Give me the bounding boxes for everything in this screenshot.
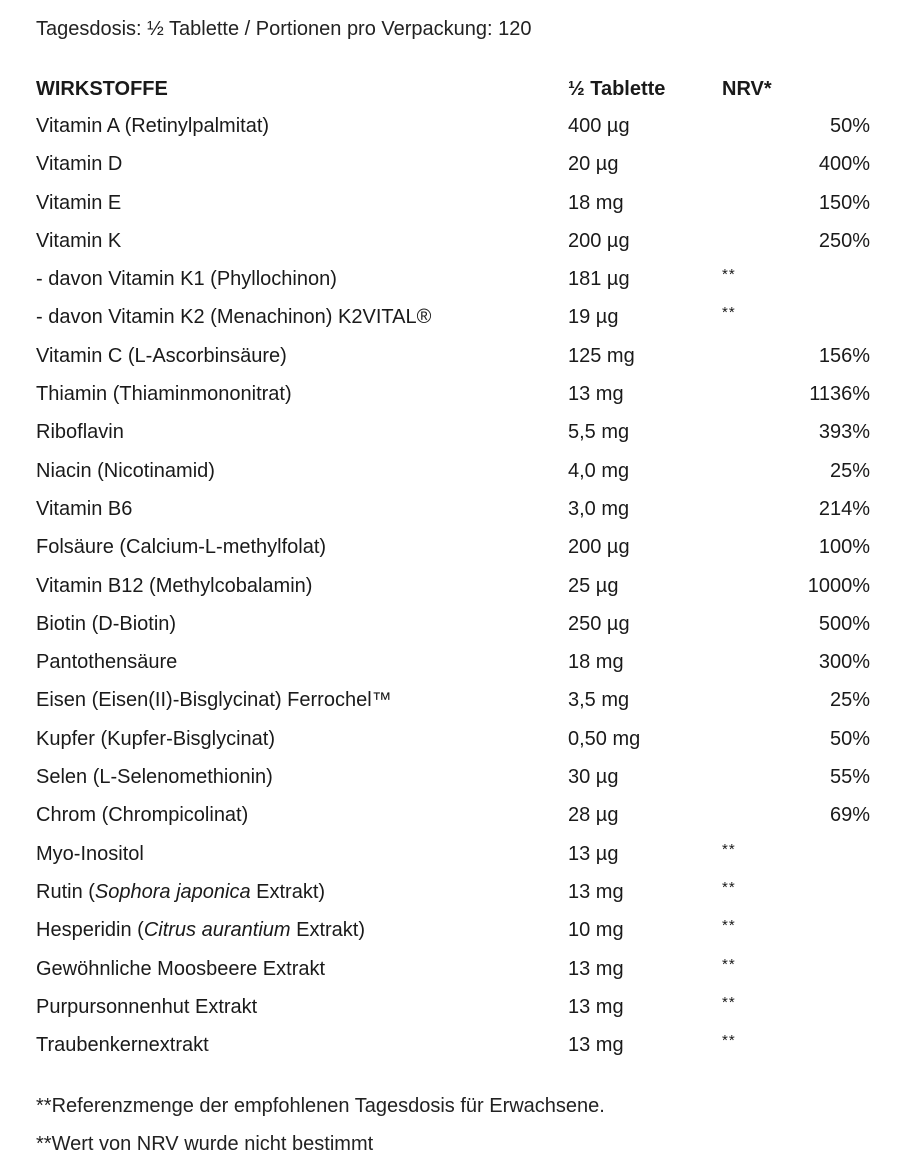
nrv-not-determined-marker: **: [722, 955, 736, 973]
ingredient-amount: 10 mg: [568, 919, 624, 942]
ingredient-amount: 5,5 mg: [568, 421, 630, 444]
ingredient-name: Vitamin B12 (Methylcobalamin): [36, 574, 313, 597]
ingredient-amount: 400 µg: [568, 115, 630, 137]
ingredient-latin-name: Sophora japonica: [94, 880, 251, 903]
ingredient-amount: 13 mg: [568, 1034, 624, 1057]
nrv-not-determined-marker: **: [722, 917, 736, 935]
ingredient-amount: 3,0 mg: [568, 497, 630, 520]
table-row: [36, 988, 870, 1026]
table-row: [36, 260, 870, 298]
ingredient-name: Vitamin A (Retinylpalmitat): [36, 115, 270, 137]
ingredient-nrv: 300%: [818, 651, 870, 674]
ingredient-latin-name: Citrus aurantium: [143, 919, 291, 942]
footnote-reference: **Referenzmenge der empfohlenen Tagesdosis für Erwachsene.: [36, 1095, 605, 1117]
table-row: [36, 681, 870, 719]
table-row: [36, 835, 870, 873]
ingredient-name: Kupfer (Kupfer-Bisglycinat): [36, 727, 275, 750]
ingredient-amount: 18 mg: [568, 191, 624, 214]
ingredient-name: Gewöhnliche Moosbeere Extrakt: [36, 957, 326, 980]
header-nrv: NRV*: [722, 78, 772, 100]
table-row: [36, 337, 870, 375]
ingredient-name: Niacin (Nicotinamid): [36, 459, 215, 482]
nrv-not-determined-marker: **: [722, 1032, 736, 1050]
ingredient-name: Vitamin B6: [36, 497, 133, 520]
ingredient-nrv: 55%: [829, 766, 870, 789]
nrv-not-determined-marker: **: [722, 840, 736, 858]
ingredient-nrv: 250%: [818, 229, 870, 252]
dosage-info: Tagesdosis: ½ Tablette / Portionen pro Verpackung: 120: [36, 18, 532, 40]
ingredient-amount: 30 µg: [568, 766, 619, 789]
ingredient-amount: 200 µg: [568, 229, 630, 252]
ingredient-name: Vitamin K: [36, 229, 122, 252]
ingredient-name: Thiamin (Thiaminmononitrat): [36, 383, 292, 406]
ingredient-name-part: Extrakt): [250, 880, 326, 903]
ingredients-table: [36, 71, 870, 1064]
ingredient-amount: 13 mg: [568, 383, 624, 406]
ingredient-nrv: 25%: [829, 459, 870, 482]
ingredient-amount: 25 µg: [568, 574, 619, 597]
ingredient-name: Selen (L-Selenomethionin): [36, 766, 273, 789]
ingredient-amount: 28 µg: [568, 804, 619, 827]
ingredient-name-part: Extrakt): [290, 919, 365, 942]
ingredient-name: Vitamin E: [36, 191, 122, 214]
table-row: [36, 950, 870, 988]
ingredient-nrv: 400%: [818, 153, 870, 176]
ingredient-name: [36, 911, 365, 949]
table-header: [36, 71, 870, 107]
ingredient-name: Vitamin C (L-Ascorbinsäure): [36, 344, 287, 367]
table-body: [36, 107, 870, 1064]
footnotes: [36, 1087, 605, 1163]
ingredient-nrv: 214%: [818, 497, 870, 520]
nrv-not-determined-marker: **: [722, 993, 736, 1011]
table-row: [36, 298, 870, 336]
nrv-not-determined-marker: **: [722, 304, 736, 322]
ingredient-nrv: 150%: [818, 191, 870, 214]
ingredient-name: Purpursonnenhut Extrakt: [36, 995, 258, 1018]
ingredient-nrv: 1000%: [807, 574, 870, 597]
ingredient-nrv: 69%: [829, 804, 870, 827]
ingredient-name: Pantothensäure: [36, 651, 178, 674]
table-row: [36, 145, 870, 183]
ingredient-name-part: Hesperidin (: [36, 919, 144, 942]
ingredient-amount: 4,0 mg: [568, 459, 630, 482]
table-row: [36, 643, 870, 681]
ingredient-amount: 19 µg: [568, 306, 619, 329]
ingredient-nrv: 156%: [818, 344, 870, 367]
ingredient-amount: 125 mg: [568, 344, 635, 367]
ingredient-amount: 0,50 mg: [568, 727, 641, 750]
table-row: [36, 222, 870, 260]
ingredient-amount: 3,5 mg: [568, 689, 630, 712]
table-row: [36, 490, 870, 528]
ingredient-name: Riboflavin: [36, 421, 124, 444]
ingredient-name: - davon Vitamin K2 (Menachinon) K2VITAL®: [36, 306, 432, 329]
ingredient-nrv: 1136%: [809, 383, 870, 406]
table-row: [36, 1026, 870, 1064]
ingredient-name-part: Rutin (: [36, 880, 95, 903]
ingredient-name: - davon Vitamin K1 (Phyllochinon): [36, 268, 337, 291]
ingredient-amount: 250 µg: [568, 612, 630, 635]
ingredient-amount: 13 mg: [568, 957, 624, 980]
table-row: [36, 107, 870, 145]
ingredient-name: Myo-Inositol: [36, 842, 144, 865]
table-row: [36, 184, 870, 222]
ingredient-amount: 13 µg: [568, 842, 619, 865]
ingredient-name: Biotin (D-Biotin): [36, 612, 177, 635]
ingredient-amount: 181 µg: [568, 268, 630, 291]
ingredient-amount: 200 µg: [568, 536, 630, 559]
ingredient-name: Chrom (Chrompicolinat): [36, 804, 249, 827]
table-row: [36, 413, 870, 451]
ingredient-amount: 13 mg: [568, 880, 624, 903]
ingredient-amount: 18 mg: [568, 651, 624, 674]
table-row: [36, 873, 870, 911]
table-row: [36, 911, 870, 949]
nrv-not-determined-marker: **: [722, 266, 736, 284]
table-row: [36, 605, 870, 643]
table-row: [36, 528, 870, 566]
ingredient-nrv: 500%: [818, 612, 870, 635]
table-row: [36, 758, 870, 796]
ingredient-nrv: 25%: [829, 689, 870, 712]
table-row: [36, 567, 870, 605]
ingredient-nrv: 100%: [818, 536, 870, 559]
table-row: [36, 375, 870, 413]
ingredient-name: Vitamin D: [36, 153, 123, 176]
ingredient-nrv: 50%: [829, 115, 870, 137]
nrv-not-determined-marker: **: [722, 878, 736, 896]
header-ingredients: WIRKSTOFFE: [36, 78, 168, 100]
header-amount: ½ Tablette: [568, 78, 666, 100]
ingredient-name: Eisen (Eisen(II)-Bisglycinat) Ferrochel™: [36, 689, 392, 712]
ingredient-nrv: 50%: [829, 727, 870, 750]
ingredient-amount: 20 µg: [568, 153, 619, 176]
table-row: [36, 452, 870, 490]
ingredient-name: [36, 873, 325, 911]
ingredient-name: Traubenkernextrakt: [36, 1034, 209, 1057]
ingredient-amount: 13 mg: [568, 995, 624, 1018]
table-row: [36, 720, 870, 758]
footnote-nrv-not-determined: **Wert von NRV wurde nicht bestimmt: [36, 1133, 374, 1155]
table-row: [36, 796, 870, 834]
ingredient-nrv: 393%: [818, 421, 870, 444]
ingredient-name: Folsäure (Calcium-L-methylfolat): [36, 536, 327, 559]
